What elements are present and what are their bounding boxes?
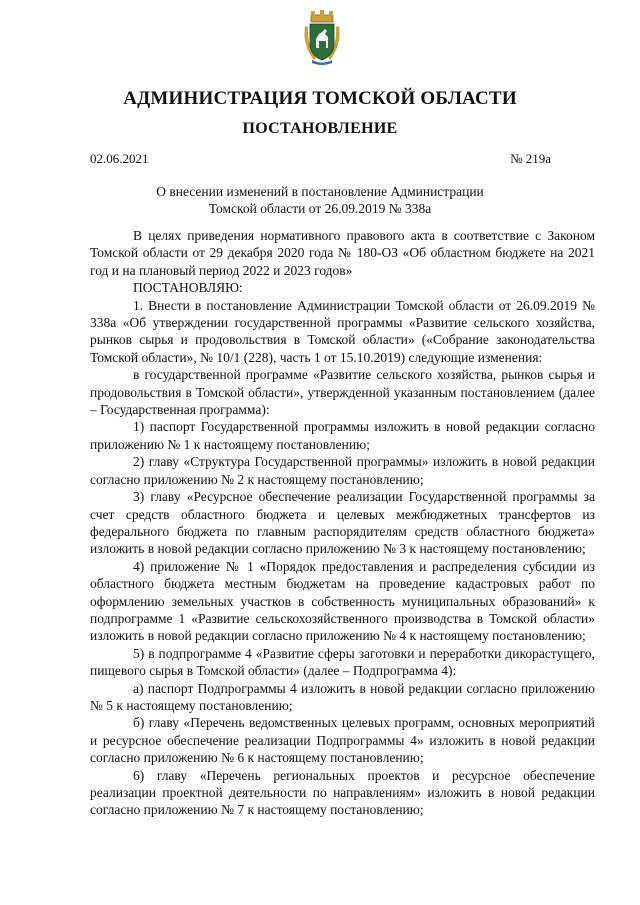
body-paragraph: 5) в подпрограмме 4 «Развитие сферы заготовки и переработки дикорастущего, пищевого сырья в Томской области» (далее – Подпрограмма 4): [90, 645, 595, 679]
coat-of-arms-icon [302, 10, 342, 65]
body-paragraph: 4) приложение № 1 «Порядок предоставления и распределения субсидии из областного бюджета местным бюджетам на проведение кадастровых работ по оформлению земельных участков в собственность муниципальных образований» к подпрограмме 1 «Развитие сельскохозяйственного производства в Томской области» изложить в новой редакции согласно приложению № 4 к настоящему постановлению; [90, 558, 595, 644]
body-paragraph: 1. Внести в постановление Администрации Томской области от 26.09.2019 № 338а «Об утверждении государственной программы «Развитие сельского хозяйства, рынков сырья и продовольствия в Томской области» («Собрание законодательства Томской области», № 10/1 (228), часть 1 от 15.10.2019) следующие изменения: [90, 297, 595, 365]
document-number: № 219а [510, 151, 551, 166]
body-paragraph: 1) паспорт Государственной программы изложить в новой редакции согласно приложению № 1 к настоящему постановлению; [90, 419, 595, 452]
body-paragraph: 2) главу «Структура Государственной программы» изложить в новой редакции согласно приложению № 2 к настоящему постановлению; [90, 454, 595, 487]
document-body [90, 227, 595, 819]
subject-line: Томской области от 26.09.2019 № 338а [208, 201, 432, 216]
body-paragraph: 6) главу «Перечень региональных проектов и ресурсное обеспечение реализации проектной деятельности по направлениям» изложить в новой редакции согласно приложению № 7 к настоящему постановлению; [90, 767, 595, 818]
body-paragraph: б) главу «Перечень ведомственных целевых программ, основных мероприятий и ресурсное обеспечение реализации Подпрограммы 4» изложить в новой редакции согласно приложению № 6 к настоящему постановлению; [90, 715, 595, 766]
document-date: 02.06.2021 [90, 151, 149, 166]
body-paragraph: а) паспорт Подпрограммы 4 изложить в новой редакции согласно приложению № 5 к настоящему постановлению; [90, 680, 595, 713]
subject-line: О внесении изменений в постановление Администрации [156, 184, 484, 199]
document-subject [0, 183, 640, 217]
document-type: ПОСТАНОВЛЕНИЕ [242, 120, 398, 137]
resolution-word: ПОСТАНОВЛЯЮ: [133, 280, 243, 296]
body-paragraph: 3) главу «Ресурсное обеспечение реализации Государственной программы за счет средств областного бюджета и целевых межбюджетных трансфертов из федерального бюджета по главным распорядителям средств областного бюджета» изложить в новой редакции согласно приложению № 3 к настоящему постановлению; [90, 489, 595, 557]
body-paragraph: В целях приведения нормативного правового акта в соответствие с Законом Томской области от 29 декабря 2020 года № 180-ОЗ «Об областном бюджете на 2021 год и на плановый период 2022 и 2023 годов» [90, 228, 595, 278]
body-paragraph: в государственной программе «Развитие сельского хозяйства, рынков сырья и продовольствия в Томской области», утвержденной указанным постановлением (далее – Государственная программа): [90, 367, 595, 418]
organization-title: АДМИНИСТРАЦИЯ ТОМСКОЙ ОБЛАСТИ [123, 88, 517, 109]
